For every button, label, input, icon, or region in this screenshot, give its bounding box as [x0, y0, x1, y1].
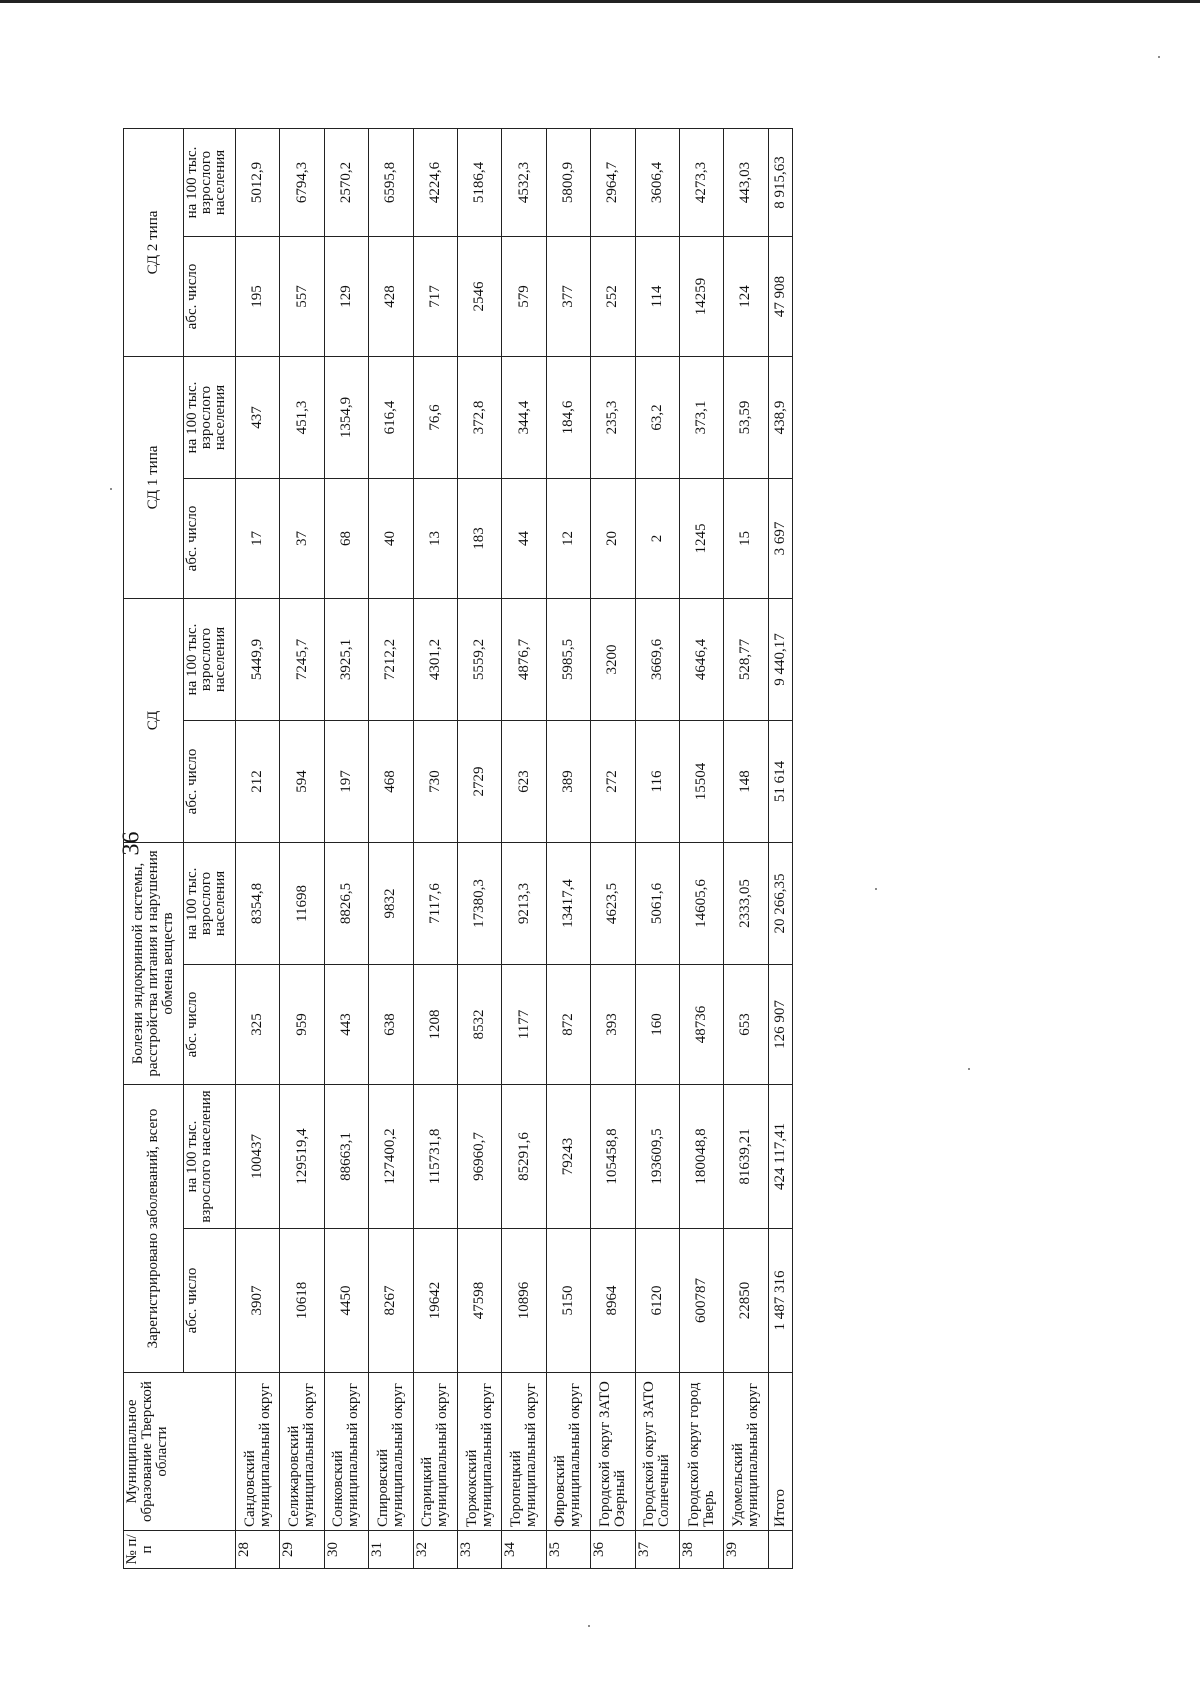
abs-value-cell: 8267 — [368, 1229, 412, 1373]
per100k-value-cell: 4273,3 — [679, 128, 723, 236]
per100k-value-cell: 6595,8 — [368, 128, 412, 236]
per100k-value-cell: 5559,2 — [457, 599, 501, 721]
municipality-name: Селижаровский муниципальный округ — [279, 1373, 323, 1531]
abs-value-cell: 148 — [723, 721, 767, 843]
per100k-value-cell: 451,3 — [279, 356, 323, 478]
table-row — [679, 128, 723, 1568]
total-row — [768, 128, 792, 1568]
header-group-sd1: СД 1 типа — [123, 356, 183, 598]
per100k-value-cell: 96960,7 — [457, 1085, 501, 1229]
per100k-value-cell: 127400,2 — [368, 1085, 412, 1229]
abs-value-cell: 44 — [501, 479, 545, 599]
page-number: 36 — [118, 831, 145, 856]
per100k-value-cell: 9832 — [368, 843, 412, 965]
row-number: 35 — [546, 1531, 590, 1569]
header-per100k: на 100 тыс. взрослого населения — [183, 843, 235, 965]
scan-speck — [968, 1068, 970, 1070]
abs-value-cell: 959 — [279, 965, 323, 1085]
per100k-value-cell: 6794,3 — [279, 128, 323, 236]
abs-value-cell: 377 — [546, 236, 590, 356]
per100k-value-cell: 235,3 — [590, 356, 634, 478]
header-per100k: на 100 тыс. взрослого населения — [183, 1085, 235, 1229]
per100k-value-cell: 443,03 — [723, 128, 767, 236]
abs-value-cell: 68 — [324, 479, 368, 599]
per100k-value-cell: 2333,05 — [723, 843, 767, 965]
scan-speck — [110, 488, 112, 490]
municipality-name: Торжокский муниципальный округ — [457, 1373, 501, 1531]
row-number: 29 — [279, 1531, 323, 1569]
row-number: 32 — [413, 1531, 457, 1569]
table-body — [235, 128, 792, 1568]
per100k-value-cell: 8354,8 — [235, 843, 279, 965]
abs-value-cell: 19642 — [413, 1229, 457, 1373]
abs-value-cell: 1245 — [679, 479, 723, 599]
header-abs: абс. число — [183, 479, 235, 599]
abs-value-cell: 389 — [546, 721, 590, 843]
per100k-value-cell: 88663,1 — [324, 1085, 368, 1229]
per100k-value-cell: 81639,21 — [723, 1085, 767, 1229]
per100k-value-cell: 5186,4 — [457, 128, 501, 236]
per100k-value-cell: 424 117,41 — [768, 1085, 792, 1229]
per100k-value-cell: 193609,5 — [635, 1085, 679, 1229]
row-number: 30 — [324, 1531, 368, 1569]
row-number: 28 — [235, 1531, 279, 1569]
header-group-sd: СД — [123, 599, 183, 843]
per100k-value-cell: 11698 — [279, 843, 323, 965]
per100k-value-cell: 5012,9 — [235, 128, 279, 236]
abs-value-cell: 20 — [590, 479, 634, 599]
header-abs: абс. число — [183, 236, 235, 356]
municipality-name: Фировский муниципальный округ — [546, 1373, 590, 1531]
per100k-value-cell: 53,59 — [723, 356, 767, 478]
per100k-value-cell: 4646,4 — [679, 599, 723, 721]
per100k-value-cell: 20 266,35 — [768, 843, 792, 965]
row-number: 38 — [679, 1531, 723, 1569]
table-row — [546, 128, 590, 1568]
header-per100k: на 100 тыс. взрослого населения — [183, 356, 235, 478]
header-num: № п/п — [123, 1531, 235, 1569]
row-number: 34 — [501, 1531, 545, 1569]
per100k-value-cell: 115731,8 — [413, 1085, 457, 1229]
per100k-value-cell: 76,6 — [413, 356, 457, 478]
abs-value-cell: 13 — [413, 479, 457, 599]
municipality-name: Городской округ ЗАТО Озерный — [590, 1373, 634, 1531]
per100k-value-cell: 4623,5 — [590, 843, 634, 965]
abs-value-cell: 47598 — [457, 1229, 501, 1373]
header-group-sd2: СД 2 типа — [123, 128, 183, 356]
per100k-value-cell: 7212,2 — [368, 599, 412, 721]
abs-value-cell: 116 — [635, 721, 679, 843]
per100k-value-cell: 5449,9 — [235, 599, 279, 721]
abs-value-cell: 428 — [368, 236, 412, 356]
table-row — [413, 128, 457, 1568]
abs-value-cell: 47 908 — [768, 236, 792, 356]
abs-value-cell: 51 614 — [768, 721, 792, 843]
table-row — [324, 128, 368, 1568]
per100k-value-cell: 17380,3 — [457, 843, 501, 965]
abs-value-cell: 653 — [723, 965, 767, 1085]
per100k-value-cell: 105458,8 — [590, 1085, 634, 1229]
per100k-value-cell: 9 440,17 — [768, 599, 792, 721]
table-row — [723, 128, 767, 1568]
per100k-value-cell: 438,9 — [768, 356, 792, 478]
header-abs: абс. число — [183, 965, 235, 1085]
municipality-name: Сонковский муниципальный округ — [324, 1373, 368, 1531]
abs-value-cell: 8964 — [590, 1229, 634, 1373]
table-row — [590, 128, 634, 1568]
header-abs: абс. число — [183, 1229, 235, 1373]
abs-value-cell: 325 — [235, 965, 279, 1085]
table-row — [635, 128, 679, 1568]
abs-value-cell: 600787 — [679, 1229, 723, 1373]
per100k-value-cell: 180048,8 — [679, 1085, 723, 1229]
per100k-value-cell: 3669,6 — [635, 599, 679, 721]
abs-value-cell: 129 — [324, 236, 368, 356]
abs-value-cell: 15 — [723, 479, 767, 599]
per100k-value-cell: 3925,1 — [324, 599, 368, 721]
abs-value-cell: 14259 — [679, 236, 723, 356]
per100k-value-cell: 14605,6 — [679, 843, 723, 965]
rotated-table-container — [123, 129, 793, 1569]
scan-speck — [1158, 56, 1160, 58]
abs-value-cell: 4450 — [324, 1229, 368, 1373]
per100k-value-cell: 2964,7 — [590, 128, 634, 236]
municipality-name: Спировский муниципальный округ — [368, 1373, 412, 1531]
row-number — [768, 1531, 792, 1569]
abs-value-cell: 37 — [279, 479, 323, 599]
row-number: 36 — [590, 1531, 634, 1569]
table-header — [123, 128, 235, 1568]
per100k-value-cell: 85291,6 — [501, 1085, 545, 1229]
abs-value-cell: 443 — [324, 965, 368, 1085]
abs-value-cell: 2 — [635, 479, 679, 599]
abs-value-cell: 40 — [368, 479, 412, 599]
table-row — [501, 128, 545, 1568]
header-group-endocrine: Болезни эндокринной системы, расстройства питания и нарушения обмена веществ — [123, 843, 183, 1085]
per100k-value-cell: 7245,7 — [279, 599, 323, 721]
abs-value-cell: 183 — [457, 479, 501, 599]
municipality-name: Старицкий муниципальный округ — [413, 1373, 457, 1531]
abs-value-cell: 717 — [413, 236, 457, 356]
table-row — [235, 128, 279, 1568]
municipality-name: Сандовский муниципальный округ — [235, 1373, 279, 1531]
scan-speck — [875, 888, 877, 890]
municipality-name: Торопецкий муниципальный округ — [501, 1373, 545, 1531]
abs-value-cell: 160 — [635, 965, 679, 1085]
per100k-value-cell: 100437 — [235, 1085, 279, 1229]
per100k-value-cell: 1354,9 — [324, 356, 368, 478]
abs-value-cell: 5150 — [546, 1229, 590, 1373]
abs-value-cell: 3 697 — [768, 479, 792, 599]
table-row — [279, 128, 323, 1568]
per100k-value-cell: 7117,6 — [413, 843, 457, 965]
abs-value-cell: 197 — [324, 721, 368, 843]
per100k-value-cell: 13417,4 — [546, 843, 590, 965]
per100k-value-cell: 5800,9 — [546, 128, 590, 236]
per100k-value-cell: 5985,5 — [546, 599, 590, 721]
abs-value-cell: 3907 — [235, 1229, 279, 1373]
per100k-value-cell: 9213,3 — [501, 843, 545, 965]
per100k-value-cell: 129519,4 — [279, 1085, 323, 1229]
abs-value-cell: 195 — [235, 236, 279, 356]
per100k-value-cell: 528,77 — [723, 599, 767, 721]
abs-value-cell: 6120 — [635, 1229, 679, 1373]
abs-value-cell: 623 — [501, 721, 545, 843]
abs-value-cell: 126 907 — [768, 965, 792, 1085]
per100k-value-cell: 8826,5 — [324, 843, 368, 965]
abs-value-cell: 872 — [546, 965, 590, 1085]
abs-value-cell: 1 487 316 — [768, 1229, 792, 1373]
page-top-edge — [0, 0, 1200, 3]
abs-value-cell: 48736 — [679, 965, 723, 1085]
abs-value-cell: 252 — [590, 236, 634, 356]
abs-value-cell: 22850 — [723, 1229, 767, 1373]
abs-value-cell: 10618 — [279, 1229, 323, 1373]
per100k-value-cell: 616,4 — [368, 356, 412, 478]
per100k-value-cell: 79243 — [546, 1085, 590, 1229]
per100k-value-cell: 344,4 — [501, 356, 545, 478]
row-number: 31 — [368, 1531, 412, 1569]
morbidity-table — [123, 128, 793, 1569]
municipality-name: Городской округ ЗАТО Солнечный — [635, 1373, 679, 1531]
table-row — [457, 128, 501, 1568]
abs-value-cell: 17 — [235, 479, 279, 599]
abs-value-cell: 272 — [590, 721, 634, 843]
abs-value-cell: 468 — [368, 721, 412, 843]
abs-value-cell: 594 — [279, 721, 323, 843]
municipality-name: Удомельский муниципальный округ — [723, 1373, 767, 1531]
row-number: 37 — [635, 1531, 679, 1569]
scan-speck — [588, 1625, 590, 1627]
per100k-value-cell: 3200 — [590, 599, 634, 721]
abs-value-cell: 212 — [235, 721, 279, 843]
per100k-value-cell: 63,2 — [635, 356, 679, 478]
header-abs: абс. число — [183, 721, 235, 843]
table-row — [368, 128, 412, 1568]
abs-value-cell: 15504 — [679, 721, 723, 843]
per100k-value-cell: 4876,7 — [501, 599, 545, 721]
per100k-value-cell: 3606,4 — [635, 128, 679, 236]
per100k-value-cell: 184,6 — [546, 356, 590, 478]
per100k-value-cell: 4224,6 — [413, 128, 457, 236]
per100k-value-cell: 437 — [235, 356, 279, 478]
header-municipality: Муниципальное образование Тверской области — [123, 1373, 235, 1531]
per100k-value-cell: 373,1 — [679, 356, 723, 478]
row-number: 39 — [723, 1531, 767, 1569]
per100k-value-cell: 4532,3 — [501, 128, 545, 236]
abs-value-cell: 114 — [635, 236, 679, 356]
per100k-value-cell: 4301,2 — [413, 599, 457, 721]
row-number: 33 — [457, 1531, 501, 1569]
abs-value-cell: 10896 — [501, 1229, 545, 1373]
abs-value-cell: 638 — [368, 965, 412, 1085]
abs-value-cell: 8532 — [457, 965, 501, 1085]
abs-value-cell: 2729 — [457, 721, 501, 843]
per100k-value-cell: 372,8 — [457, 356, 501, 478]
header-group-total: Зарегистрировано заболеваний, всего — [123, 1085, 183, 1373]
per100k-value-cell: 2570,2 — [324, 128, 368, 236]
abs-value-cell: 12 — [546, 479, 590, 599]
total-label: Итого — [768, 1373, 792, 1531]
header-per100k: на 100 тыс. взрослого населения — [183, 599, 235, 721]
per100k-value-cell: 5061,6 — [635, 843, 679, 965]
municipality-name: Городской округ город Тверь — [679, 1373, 723, 1531]
abs-value-cell: 124 — [723, 236, 767, 356]
header-per100k: на 100 тыс. взрослого населения — [183, 128, 235, 236]
abs-value-cell: 393 — [590, 965, 634, 1085]
abs-value-cell: 557 — [279, 236, 323, 356]
abs-value-cell: 1177 — [501, 965, 545, 1085]
abs-value-cell: 1208 — [413, 965, 457, 1085]
abs-value-cell: 2546 — [457, 236, 501, 356]
abs-value-cell: 730 — [413, 721, 457, 843]
per100k-value-cell: 8 915,63 — [768, 128, 792, 236]
abs-value-cell: 579 — [501, 236, 545, 356]
